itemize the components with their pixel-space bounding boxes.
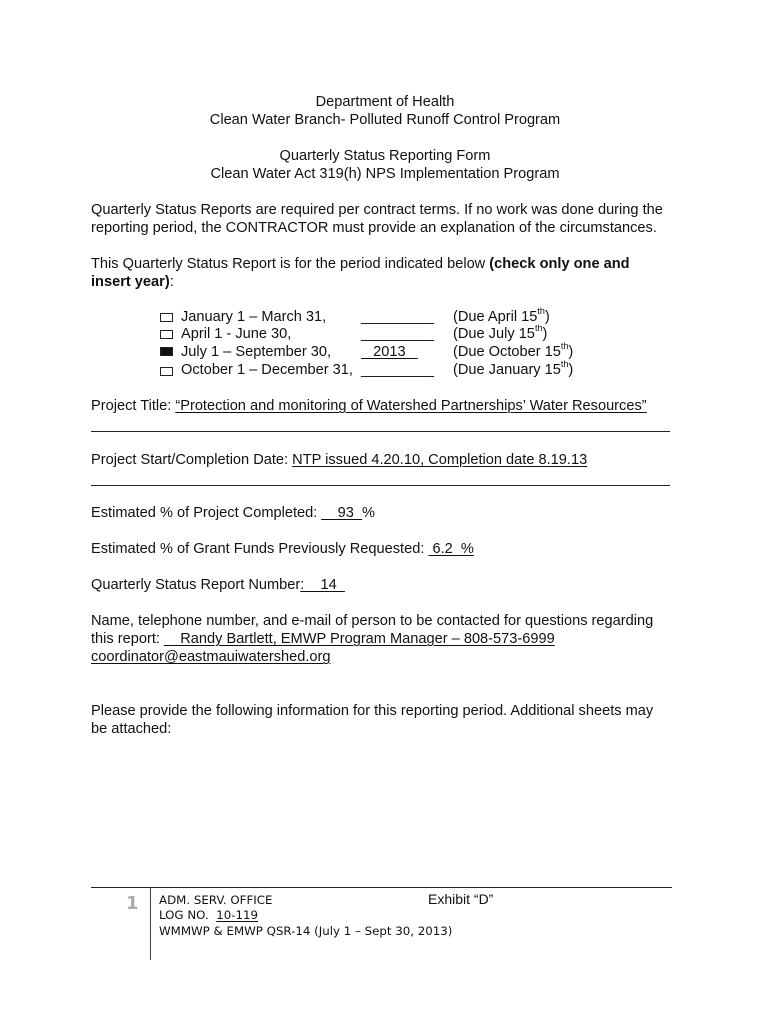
pct-funds-field: Estimated % of Grant Funds Previously Requested: 6.2 %: [91, 541, 474, 557]
project-title-value[interactable]: “Protection and monitoring of Watershed Partnerships’ Water Resources”: [175, 398, 647, 414]
instructions-line-2: be attached:: [91, 721, 172, 737]
period-due-date: (Due January 15th): [453, 359, 574, 378]
header-program: Clean Water Act 319(h) NPS Implementation Program: [210, 166, 560, 182]
period-year-field[interactable]: _________: [361, 309, 435, 325]
intro-line-2: reporting period, the CONTRACTOR must provide an explanation of the circumstances.: [91, 220, 657, 236]
report-number-field: Quarterly Status Report Number: 14: [91, 577, 345, 593]
footer-log-number: LOG NO. 10-119: [159, 908, 259, 922]
period-label: July 1 – September 30,: [181, 344, 332, 360]
period-due-date: (Due July 15th): [453, 323, 548, 342]
contact-name-value[interactable]: Randy Bartlett, EMWP Program Manager – 808-573-6999: [164, 631, 555, 647]
contact-email-value[interactable]: coordinator@eastmauiwatershed.org: [91, 649, 331, 665]
period-year-field[interactable]: _________: [361, 326, 435, 342]
header-branch: Clean Water Branch- Polluted Runoff Control Program: [209, 112, 561, 128]
contact-email-field: [91, 649, 674, 665]
period-label: October 1 – December 31,: [181, 362, 353, 378]
pct-complete-field: Estimated % of Project Completed: __93_%: [91, 505, 375, 521]
page-number: 1: [126, 893, 139, 914]
footer-rule: [91, 887, 672, 888]
intro-line-1: Quarterly Status Reports are required per contract terms. If no work was done during the: [91, 202, 663, 218]
period-checkbox-q3[interactable]: [160, 347, 173, 356]
period-year-field[interactable]: 2013: [361, 344, 418, 360]
footer-exhibit: Exhibit “D”: [428, 891, 494, 907]
divider-line: [91, 431, 670, 432]
report-number-value[interactable]: : 14: [300, 577, 345, 593]
project-title-field: Project Title: “Protection and monitoring of Watershed Partnerships’ Water Resources”: [91, 398, 647, 414]
header-form-title: Quarterly Status Reporting Form: [279, 148, 491, 164]
footer-vertical-rule: [150, 888, 151, 960]
contact-prompt: Name, telephone number, and e-mail of person to be contacted for questions regarding: [91, 613, 654, 629]
header-department: Department of Health: [315, 94, 455, 110]
divider-line: [91, 485, 670, 486]
project-dates-field: Project Start/Completion Date: NTP issued 4.20.10, Completion date 8.19.13: [91, 452, 588, 468]
period-prompt-line-2: insert year):: [91, 274, 174, 290]
footer-doc-reference: WMMWP & EMWP QSR-14 (July 1 – Sept 30, 2013): [159, 924, 453, 938]
contact-name-field: this report: Randy Bartlett, EMWP Program Manager – 808-573-6999: [91, 631, 669, 647]
period-checkbox-q4[interactable]: [160, 367, 173, 376]
instructions-line-1: Please provide the following information for this reporting period. Additional sheets may: [91, 703, 654, 719]
period-due-date: (Due April 15th): [453, 306, 550, 325]
period-checkbox-q2[interactable]: [160, 330, 173, 339]
period-checkbox-q1[interactable]: [160, 313, 173, 322]
pct-funds-value[interactable]: 6.2 %: [428, 541, 474, 557]
project-dates-value[interactable]: NTP issued 4.20.10, Completion date 8.19.13: [292, 452, 588, 468]
period-year-field[interactable]: _________: [361, 362, 435, 378]
footer-office: ADM. SERV. OFFICE: [159, 893, 273, 907]
period-label: April 1 - June 30,: [181, 326, 292, 342]
period-prompt-line-1: This Quarterly Status Report is for the period indicated below (check only one and: [91, 256, 630, 272]
period-label: January 1 – March 31,: [181, 309, 327, 325]
period-due-date: (Due October 15th): [453, 341, 574, 360]
pct-complete-value[interactable]: __93_: [321, 505, 362, 521]
